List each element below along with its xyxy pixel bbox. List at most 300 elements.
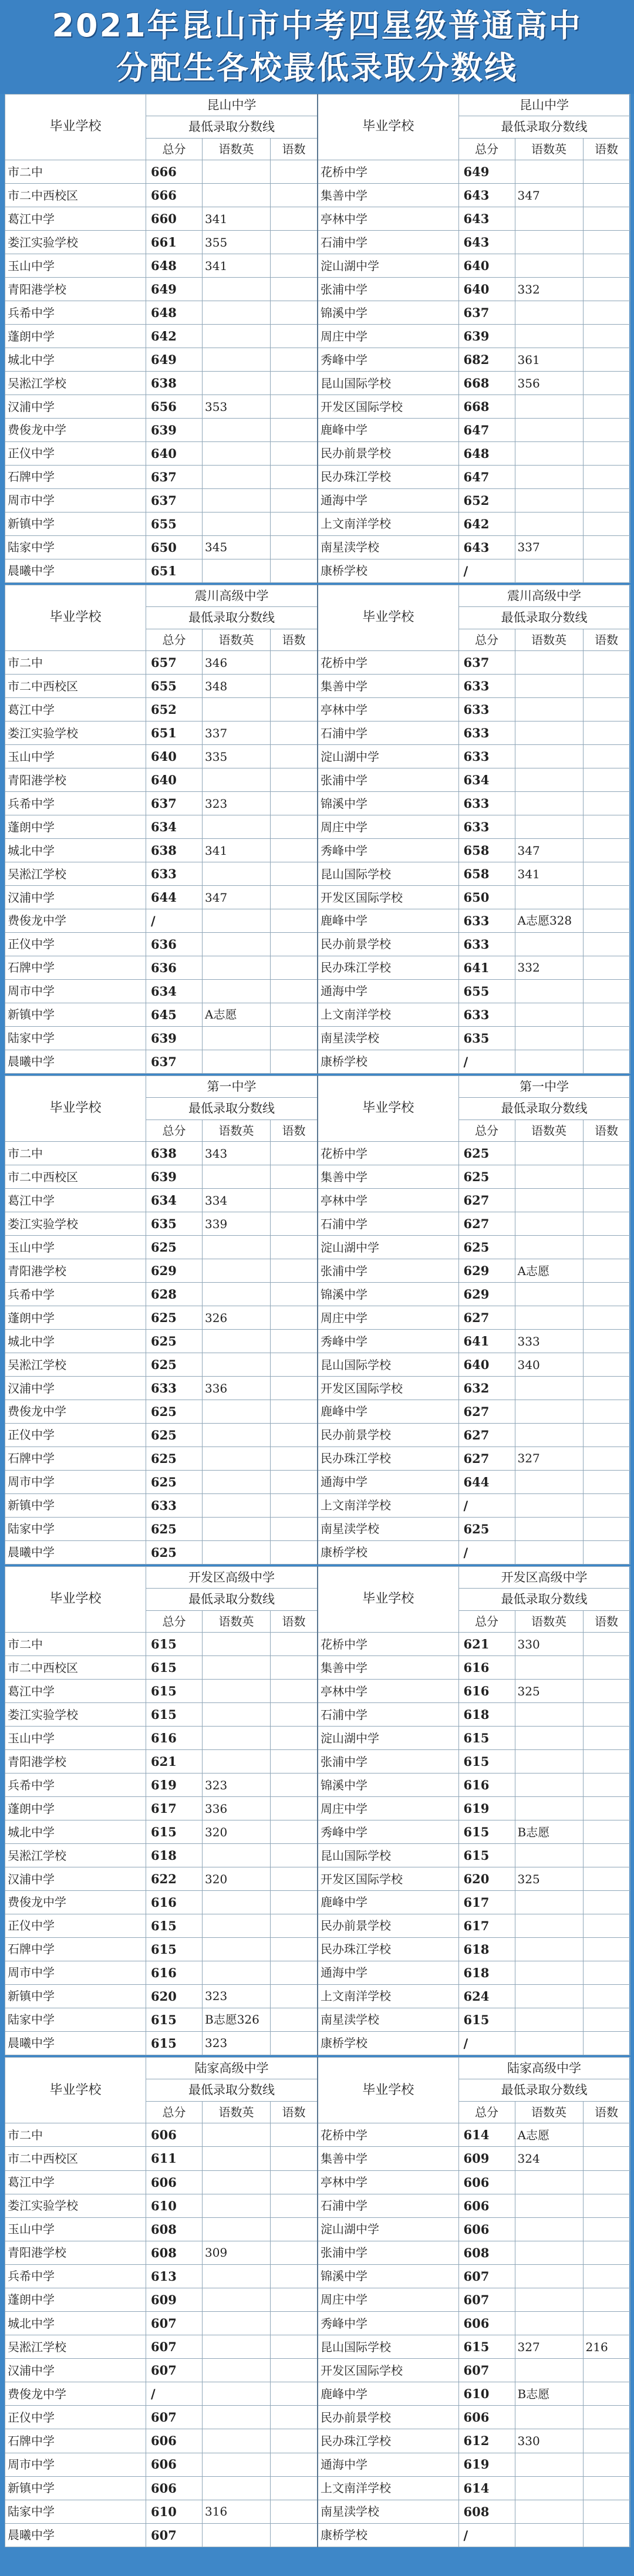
school-name: 上文南洋学校: [318, 1493, 458, 1517]
math-en-score: [203, 348, 271, 372]
math-en-score: [515, 745, 583, 768]
chinese-score: [271, 2429, 318, 2453]
total-header: 总分: [146, 1610, 203, 1632]
math-en-score: [203, 2476, 271, 2500]
school-name: 市二中: [5, 1142, 146, 1165]
table-row: [318, 395, 630, 419]
table-row: [5, 2170, 318, 2194]
school-name: 康桥学校: [318, 1540, 458, 1564]
math-en-score: 325: [515, 1867, 583, 1891]
school-name: 玉山中学: [5, 1727, 146, 1750]
chinese-score: [583, 1026, 630, 1050]
school-name: 周庄中学: [318, 325, 458, 348]
table-row: [318, 1165, 630, 1189]
school-name: 开发区国际学校: [318, 886, 458, 909]
table-row: [318, 1259, 630, 1283]
chinese-score: [271, 1540, 318, 1564]
chinese-score: [583, 325, 630, 348]
table-row: [5, 160, 318, 184]
chinese-score: [271, 278, 318, 301]
school-name: 费俊龙中学: [5, 1891, 146, 1914]
right-score-table: [317, 2057, 630, 2547]
total-score: 640: [146, 745, 203, 768]
total-header: 总分: [458, 138, 515, 160]
school-name: 秀峰中学: [318, 839, 458, 862]
math-en-score: 336: [203, 1797, 271, 1820]
math-en-score: [515, 1212, 583, 1236]
table-row: [5, 441, 318, 465]
school-name: 上文南洋学校: [318, 1984, 458, 2008]
chinese-score: [271, 301, 318, 325]
math-en-score: 323: [203, 1984, 271, 2008]
math-en-score: [515, 1050, 583, 1073]
total-score: 682: [458, 348, 515, 372]
total-score: 651: [146, 721, 203, 745]
chinese-score: [583, 1142, 630, 1165]
total-score: 608: [146, 2241, 203, 2264]
total-score: 620: [146, 1984, 203, 2008]
table-row: [5, 1212, 318, 1236]
math-en-header: 语数英: [515, 629, 583, 650]
math-en-score: 346: [203, 651, 271, 675]
math-en-score: 324: [515, 2147, 583, 2170]
total-score: 639: [146, 1026, 203, 1050]
chinese-score: [583, 979, 630, 1003]
table-row: [5, 1727, 318, 1750]
chinese-score: [583, 184, 630, 207]
math-en-score: 347: [515, 184, 583, 207]
chinese-score: [583, 2382, 630, 2406]
math-en-score: [203, 956, 271, 979]
table-row: [5, 2429, 318, 2453]
school-name: 集善中学: [318, 1656, 458, 1680]
school-name: 亭林中学: [318, 2170, 458, 2194]
chinese-score: [271, 1633, 318, 1656]
school-name: 淀山湖中学: [318, 1727, 458, 1750]
table-row: [5, 1165, 318, 1189]
table-row: [318, 2147, 630, 2170]
chinese-score: [271, 1026, 318, 1050]
math-en-score: [203, 768, 271, 792]
chinese-score: [271, 1447, 318, 1470]
school-name: 晨曦中学: [5, 2031, 146, 2055]
math-en-score: 347: [515, 839, 583, 862]
total-score: 615: [458, 2335, 515, 2359]
school-name: 蓬朗中学: [5, 815, 146, 839]
math-en-score: [203, 2335, 271, 2359]
chinese-header: 语数: [583, 1120, 630, 1141]
chinese-score: [583, 1797, 630, 1820]
chinese-score: [583, 1306, 630, 1330]
total-score: 638: [146, 1142, 203, 1165]
chinese-score: [271, 1891, 318, 1914]
table-row: [5, 2406, 318, 2429]
math-en-score: [203, 1540, 271, 1564]
chinese-header: 语数: [583, 629, 630, 650]
table-row: [318, 1891, 630, 1914]
min-line-header: 最低录取分数线: [146, 607, 318, 629]
total-score: 627: [458, 1447, 515, 1470]
table-row: [5, 815, 318, 839]
table-row: [5, 1540, 318, 1564]
table-row: [318, 1142, 630, 1165]
chinese-score: [271, 792, 318, 815]
chinese-score: [271, 1914, 318, 1937]
school-name: 玉山中学: [5, 1236, 146, 1259]
total-score: 606: [146, 2170, 203, 2194]
school-name: 淀山湖中学: [318, 254, 458, 278]
school-name: 娄江实验学校: [5, 2194, 146, 2217]
chinese-score: [583, 2476, 630, 2500]
school-name: 花桥中学: [318, 1142, 458, 1165]
school-name: 吴淞江学校: [5, 1844, 146, 1867]
table-row: [5, 1517, 318, 1540]
chinese-score: [583, 512, 630, 535]
table-row: [318, 1447, 630, 1470]
total-score: 655: [146, 512, 203, 535]
table-row: [318, 2476, 630, 2500]
chinese-score: [583, 2123, 630, 2147]
chinese-score: [271, 512, 318, 535]
table-row: [5, 1891, 318, 1914]
total-score: 658: [458, 862, 515, 886]
math-en-score: 337: [515, 535, 583, 559]
school-name: 兵希中学: [5, 2264, 146, 2288]
total-score: 607: [146, 2406, 203, 2429]
chinese-score: [271, 2476, 318, 2500]
table-row: [318, 1377, 630, 1400]
table-row: [318, 325, 630, 348]
chinese-score: [583, 1493, 630, 1517]
page-title-line2: 分配生各校最低录取分数线: [116, 49, 518, 86]
total-score: 613: [146, 2264, 203, 2288]
total-score: 610: [146, 2194, 203, 2217]
school-name: 亭林中学: [318, 207, 458, 231]
left-score-table: [5, 585, 318, 1074]
chinese-score: [271, 559, 318, 582]
chinese-score: [271, 2264, 318, 2288]
school-name: 陆家中学: [5, 1026, 146, 1050]
total-score: 610: [146, 2500, 203, 2523]
grad-school-header: 毕业学校: [318, 2058, 458, 2123]
total-score: 633: [146, 1493, 203, 1517]
total-score: 650: [146, 535, 203, 559]
math-en-score: [515, 1470, 583, 1493]
chinese-score: [583, 1633, 630, 1656]
chinese-score: [271, 2335, 318, 2359]
math-en-score: [515, 1517, 583, 1540]
math-en-score: B志愿326: [203, 2008, 271, 2031]
table-row: [318, 1961, 630, 1984]
total-score: 639: [146, 419, 203, 442]
school-name: 周市中学: [5, 1470, 146, 1493]
left-score-table: [5, 2057, 318, 2547]
chinese-score: [271, 1820, 318, 1844]
table-row: [5, 792, 318, 815]
total-score: 633: [458, 745, 515, 768]
school-name: 淀山湖中学: [318, 1236, 458, 1259]
school-name: 秀峰中学: [318, 2312, 458, 2335]
math-en-score: [515, 160, 583, 184]
chinese-score: [271, 254, 318, 278]
math-en-score: [515, 651, 583, 675]
total-score: 633: [458, 721, 515, 745]
school-name: 费俊龙中学: [5, 909, 146, 933]
table-row: [318, 2217, 630, 2241]
school-block: [5, 2057, 629, 2549]
math-en-score: [203, 2523, 271, 2547]
table-row: [318, 1050, 630, 1073]
table-row: [5, 2264, 318, 2288]
chinese-score: 216: [583, 2335, 630, 2359]
school-name: 锦溪中学: [318, 2264, 458, 2288]
chinese-score: [271, 1165, 318, 1189]
school-name: 秀峰中学: [318, 1820, 458, 1844]
school-name: 汉浦中学: [5, 2359, 146, 2382]
school-name: 鹿峰中学: [318, 909, 458, 933]
table-row: [318, 2170, 630, 2194]
school-name: 市二中: [5, 1633, 146, 1656]
table-row: [5, 1844, 318, 1867]
chinese-score: [583, 839, 630, 862]
chinese-score: [271, 909, 318, 933]
school-name: 汉浦中学: [5, 395, 146, 419]
chinese-score: [583, 2406, 630, 2429]
total-score: 666: [146, 184, 203, 207]
math-en-score: [515, 1142, 583, 1165]
math-en-score: [515, 1914, 583, 1937]
high-school-name: 震川高级中学: [458, 585, 630, 607]
total-score: 619: [458, 2453, 515, 2476]
min-line-header: 最低录取分数线: [146, 1098, 318, 1120]
total-header: 总分: [458, 629, 515, 650]
table-row: [5, 1423, 318, 1447]
math-en-score: [203, 2217, 271, 2241]
chinese-score: [271, 2147, 318, 2170]
total-score: 652: [146, 698, 203, 721]
math-en-score: [203, 441, 271, 465]
chinese-score: [271, 1259, 318, 1283]
table-row: [318, 768, 630, 792]
table-row: [318, 2429, 630, 2453]
math-en-score: 316: [203, 2500, 271, 2523]
chinese-score: [271, 675, 318, 698]
math-en-score: 330: [515, 1633, 583, 1656]
total-score: 615: [458, 2008, 515, 2031]
chinese-score: [271, 1727, 318, 1750]
school-name: 康桥学校: [318, 2523, 458, 2547]
table-row: [318, 1727, 630, 1750]
school-name: 陆家中学: [5, 1517, 146, 1540]
chinese-score: [271, 1470, 318, 1493]
math-en-score: [515, 2194, 583, 2217]
school-block: [5, 1075, 629, 1566]
total-score: 608: [146, 2217, 203, 2241]
table-row: [5, 1050, 318, 1073]
school-name: 蓬朗中学: [5, 325, 146, 348]
total-score: 638: [146, 839, 203, 862]
chinese-score: [271, 886, 318, 909]
total-score: 637: [146, 488, 203, 512]
math-en-score: [515, 979, 583, 1003]
total-score: 644: [458, 1470, 515, 1493]
chinese-score: [271, 1797, 318, 1820]
chinese-score: [583, 1984, 630, 2008]
total-score: 607: [458, 2288, 515, 2311]
school-name: 张浦中学: [318, 278, 458, 301]
table-row: [318, 698, 630, 721]
math-en-score: [515, 1656, 583, 1680]
math-en-score: [515, 395, 583, 419]
chinese-score: [583, 488, 630, 512]
total-score: 637: [146, 792, 203, 815]
chinese-score: [583, 2194, 630, 2217]
table-row: [5, 862, 318, 886]
math-en-score: [515, 488, 583, 512]
math-en-score: [515, 2523, 583, 2547]
math-en-score: [515, 301, 583, 325]
math-en-score: [203, 1423, 271, 1447]
table-row: [5, 721, 318, 745]
chinese-score: [583, 2264, 630, 2288]
total-score: 642: [458, 512, 515, 535]
table-row: [318, 2288, 630, 2311]
math-en-score: [203, 2429, 271, 2453]
chinese-score: [583, 768, 630, 792]
math-en-score: [203, 559, 271, 582]
chinese-score: [583, 160, 630, 184]
chinese-header: 语数: [271, 1120, 318, 1141]
total-score: 607: [146, 2359, 203, 2382]
total-score: 656: [146, 395, 203, 419]
school-name: 花桥中学: [318, 160, 458, 184]
chinese-score: [271, 395, 318, 419]
math-en-score: 353: [203, 395, 271, 419]
table-row: [5, 301, 318, 325]
school-name: 市二中西校区: [5, 675, 146, 698]
total-score: 666: [146, 160, 203, 184]
math-en-score: [515, 2241, 583, 2264]
chinese-score: [271, 1984, 318, 2008]
school-name: 周庄中学: [318, 2288, 458, 2311]
total-header: 总分: [146, 138, 203, 160]
high-school-name: 开发区高级中学: [458, 1567, 630, 1589]
chinese-score: [583, 886, 630, 909]
math-en-score: [203, 488, 271, 512]
chinese-score: [271, 2288, 318, 2311]
math-en-score: [515, 559, 583, 582]
table-row: [5, 1283, 318, 1306]
chinese-score: [583, 1750, 630, 1773]
math-en-score: [203, 1165, 271, 1189]
school-name: 昆山国际学校: [318, 862, 458, 886]
school-block: [5, 94, 629, 585]
school-name: 南星渎学校: [318, 2500, 458, 2523]
total-header: 总分: [458, 1120, 515, 1141]
math-en-score: [515, 1773, 583, 1797]
total-score: 633: [458, 675, 515, 698]
chinese-score: [583, 862, 630, 886]
table-row: [5, 1937, 318, 1961]
table-row: [318, 535, 630, 559]
table-row: [318, 488, 630, 512]
math-en-score: [203, 1330, 271, 1353]
total-header: 总分: [146, 629, 203, 650]
total-score: 628: [146, 1283, 203, 1306]
total-score: 632: [458, 1377, 515, 1400]
school-name: 汉浦中学: [5, 886, 146, 909]
school-name: 石牌中学: [5, 1937, 146, 1961]
school-name: 通海中学: [318, 488, 458, 512]
math-en-score: [203, 1656, 271, 1680]
math-en-header: 语数英: [203, 629, 271, 650]
total-score: 619: [146, 1773, 203, 1797]
score-sheet: [5, 94, 629, 2549]
table-row: [5, 1656, 318, 1680]
table-row: [5, 2453, 318, 2476]
high-school-name: 开发区高级中学: [146, 1567, 318, 1589]
school-name: 周庄中学: [318, 1306, 458, 1330]
school-name: 周市中学: [5, 2453, 146, 2476]
table-row: [5, 768, 318, 792]
math-en-score: [203, 2123, 271, 2147]
total-score: 606: [146, 2476, 203, 2500]
table-row: [318, 207, 630, 231]
table-row: [5, 2335, 318, 2359]
school-name: 兵希中学: [5, 792, 146, 815]
total-score: 614: [458, 2476, 515, 2500]
table-row: [5, 231, 318, 254]
math-en-score: [515, 886, 583, 909]
total-score: 618: [458, 1961, 515, 1984]
math-en-score: [515, 441, 583, 465]
chinese-score: [583, 2217, 630, 2241]
table-row: [5, 1914, 318, 1937]
chinese-score: [271, 839, 318, 862]
total-score: 627: [458, 1423, 515, 1447]
table-row: [5, 1820, 318, 1844]
chinese-score: [271, 979, 318, 1003]
total-score: 615: [146, 1820, 203, 1844]
school-name: 玉山中学: [5, 745, 146, 768]
school-name: 葛江中学: [5, 207, 146, 231]
total-score: 640: [458, 254, 515, 278]
total-score: 651: [146, 559, 203, 582]
chinese-score: [583, 348, 630, 372]
total-score: 615: [146, 1914, 203, 1937]
school-name: 青阳港学校: [5, 278, 146, 301]
school-name: 通海中学: [318, 979, 458, 1003]
table-row: [5, 675, 318, 698]
chinese-score: [271, 768, 318, 792]
math-en-header: 语数英: [515, 1120, 583, 1141]
school-name: 娄江实验学校: [5, 721, 146, 745]
table-row: [318, 2359, 630, 2382]
math-en-score: 327: [515, 2335, 583, 2359]
school-name: 民办珠江学校: [318, 1937, 458, 1961]
table-row: [318, 1680, 630, 1703]
math-en-score: [515, 768, 583, 792]
chinese-score: [271, 651, 318, 675]
math-en-header: 语数英: [515, 138, 583, 160]
school-name: 蓬朗中学: [5, 1306, 146, 1330]
table-row: [318, 1540, 630, 1564]
school-name: 正仪中学: [5, 932, 146, 956]
table-row: [5, 1470, 318, 1493]
school-name: 兵希中学: [5, 1283, 146, 1306]
table-row: [318, 1306, 630, 1330]
table-row: [318, 979, 630, 1003]
